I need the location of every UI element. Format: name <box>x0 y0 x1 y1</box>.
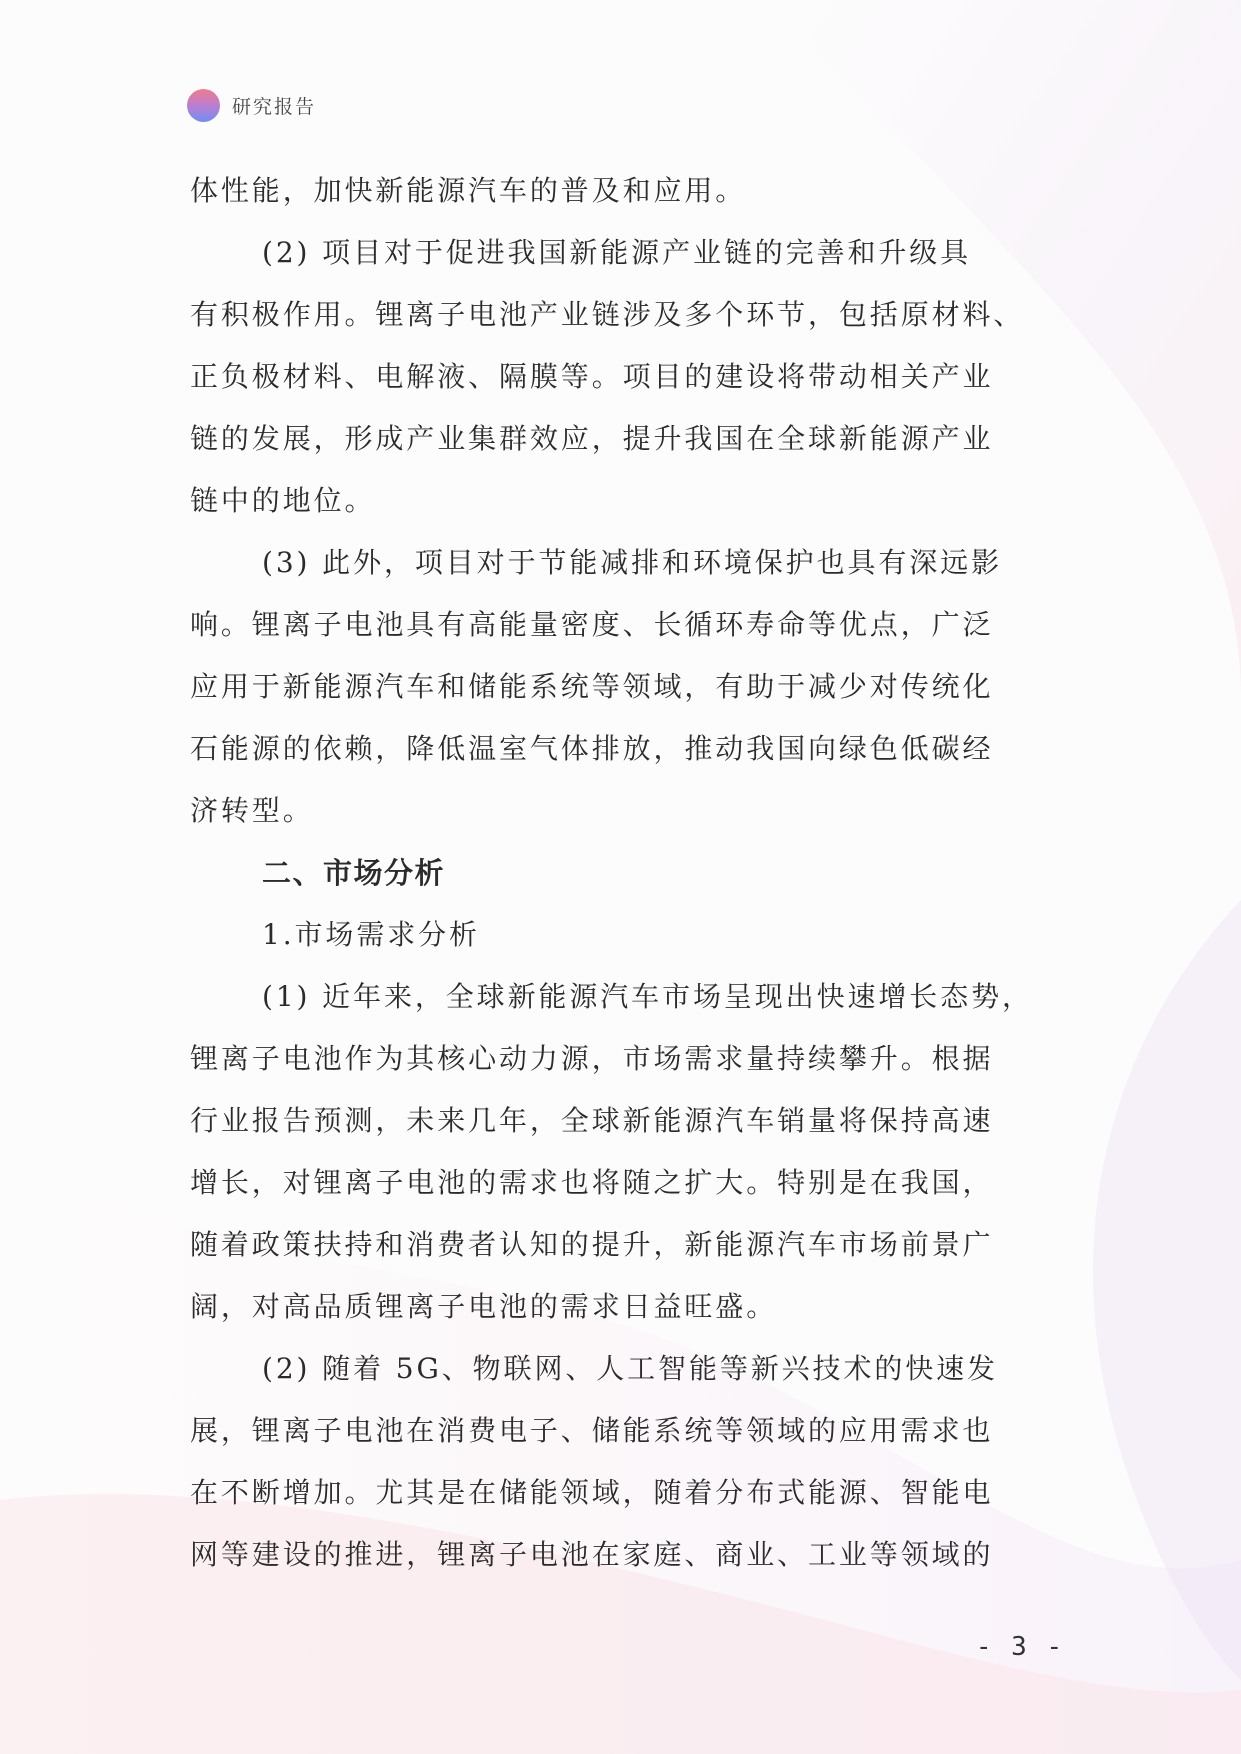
paragraph-line: 展，锂离子电池在消费电子、储能系统等领域的应用需求也 <box>190 1414 994 1447</box>
paragraph-line: 石能源的依赖，降低温室气体排放，推动我国向绿色低碳经 <box>190 732 994 765</box>
page-header <box>187 88 316 122</box>
section-heading: 二、市场分析 <box>262 856 446 890</box>
paragraph-line: 链的发展，形成产业集群效应，提升我国在全球新能源产业 <box>190 422 994 455</box>
header-title: 研究报告 <box>232 95 317 118</box>
paragraph-line: 增长，对锂离子电池的需求也将随之扩大。特别是在我国， <box>190 1166 994 1199</box>
paragraph-line: 行业报告预测，未来几年，全球新能源汽车销量将保持高速 <box>190 1104 994 1137</box>
paragraph-line: 网等建设的推进，锂离子电池在家庭、商业、工业等领域的 <box>190 1538 994 1571</box>
paragraph-line: (1) 近年来，全球新能源汽车市场呈现出快速增长态势， <box>262 980 1033 1013</box>
subsection-heading: 1.市场需求分析 <box>262 918 480 951</box>
paragraph-line: 响。锂离子电池具有高能量密度、长循环寿命等优点，广泛 <box>190 608 994 641</box>
paragraph-line: 济转型。 <box>190 794 314 827</box>
page-number: - 3 - <box>975 1632 1065 1662</box>
paragraph-line: 链中的地位。 <box>190 484 376 517</box>
document-body <box>190 160 1060 1586</box>
paragraph-line: 有积极作用。锂离子电池产业链涉及多个环节，包括原材料、 <box>190 298 1025 331</box>
paragraph-line: 阔，对高品质锂离子电池的需求日益旺盛。 <box>190 1290 778 1323</box>
paragraph-line: 在不断增加。尤其是在储能领域，随着分布式能源、智能电 <box>190 1476 994 1509</box>
paragraph-line: 体性能，加快新能源汽车的普及和应用。 <box>190 174 747 207</box>
paragraph-line: (3) 此外，项目对于节能减排和环境保护也具有深远影 <box>262 546 1002 579</box>
logo-icon <box>187 89 220 122</box>
paragraph-line: 随着政策扶持和消费者认知的提升，新能源汽车市场前景广 <box>190 1228 994 1261</box>
paragraph-line: (2) 随着 5G、物联网、人工智能等新兴技术的快速发 <box>262 1352 998 1385</box>
paragraph-line: 锂离子电池作为其核心动力源，市场需求量持续攀升。根据 <box>190 1042 994 1075</box>
paragraph-line: (2) 项目对于促进我国新能源产业链的完善和升级具 <box>262 236 972 269</box>
paragraph-line: 正负极材料、电解液、隔膜等。项目的建设将带动相关产业 <box>190 360 994 393</box>
paragraph-line: 应用于新能源汽车和储能系统等领域，有助于减少对传统化 <box>190 670 994 703</box>
